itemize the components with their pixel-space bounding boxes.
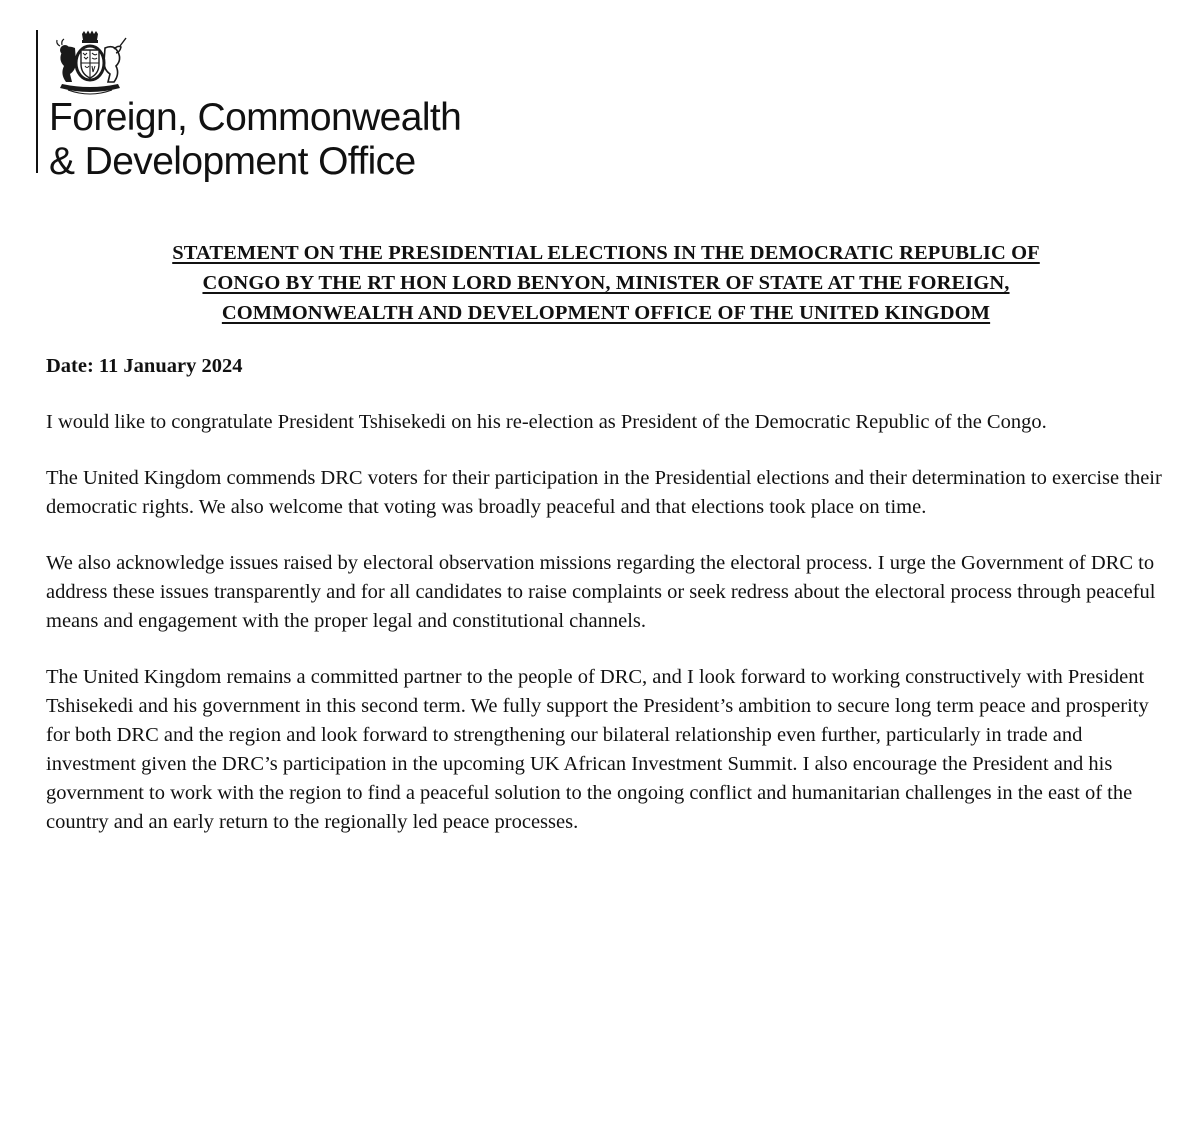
statement-title [46, 238, 1166, 328]
statement-title-line: STATEMENT ON THE PRESIDENTIAL ELECTIONS IN THE DEMOCRATIC REPUBLIC OF [172, 242, 1040, 264]
statement-paragraph-voters: The United Kingdom commends DRC voters for their participation in the Presidential elections and their determination to exercise their democratic rights. We also welcome that voting was broadly peaceful and that elections took place on time. [46, 467, 1162, 518]
organisation-name-line-1: Foreign, Commonwealth [49, 96, 462, 139]
royal-coat-of-arms-icon [48, 30, 132, 98]
organisation-name [49, 96, 461, 184]
statement-document [46, 238, 1166, 864]
statement-date: Date: 11 January 2024 [46, 355, 243, 377]
statement-title-line: CONGO BY THE RT HON LORD BENYON, MINISTER OF STATE AT THE FOREIGN, [202, 272, 1010, 294]
statement-paragraph-congratulations: I would like to congratulate President Tshisekedi on his re-election as President of the Democratic Republic of the Congo. [46, 411, 1047, 433]
statement-title-line: COMMONWEALTH AND DEVELOPMENT OFFICE OF THE UNITED KINGDOM [221, 302, 991, 324]
organisation-name-line-2: & Development Office [49, 140, 416, 183]
letterhead [36, 30, 556, 183]
statement-paragraph-electoral-issues: We also acknowledge issues raised by electoral observation missions regarding the electoral process. I urge the Government of DRC to address these issues transparently and for all candidates to raise complaints or seek redress about the electoral process through peaceful means and engagement with the proper legal and constitutional channels. [46, 552, 1156, 632]
statement-paragraph-partnership: The United Kingdom remains a committed partner to the people of DRC, and I look forward to working constructively with President Tshisekedi and his government in this second term. We fully support the President’s ambition to secure long term peace and prosperity for both DRC and the region and look forward to strengthening our bilateral relationship even further, particularly in trade and investment given the DRC’s participation in the upcoming UK African Investment Summit. I also encourage the President and his government to work with the region to find a peaceful solution to the ongoing conflict and humanitarian challenges in the east of the country and an early return to the regionally led peace processes. [46, 666, 1149, 833]
letterhead-divider [36, 30, 38, 173]
